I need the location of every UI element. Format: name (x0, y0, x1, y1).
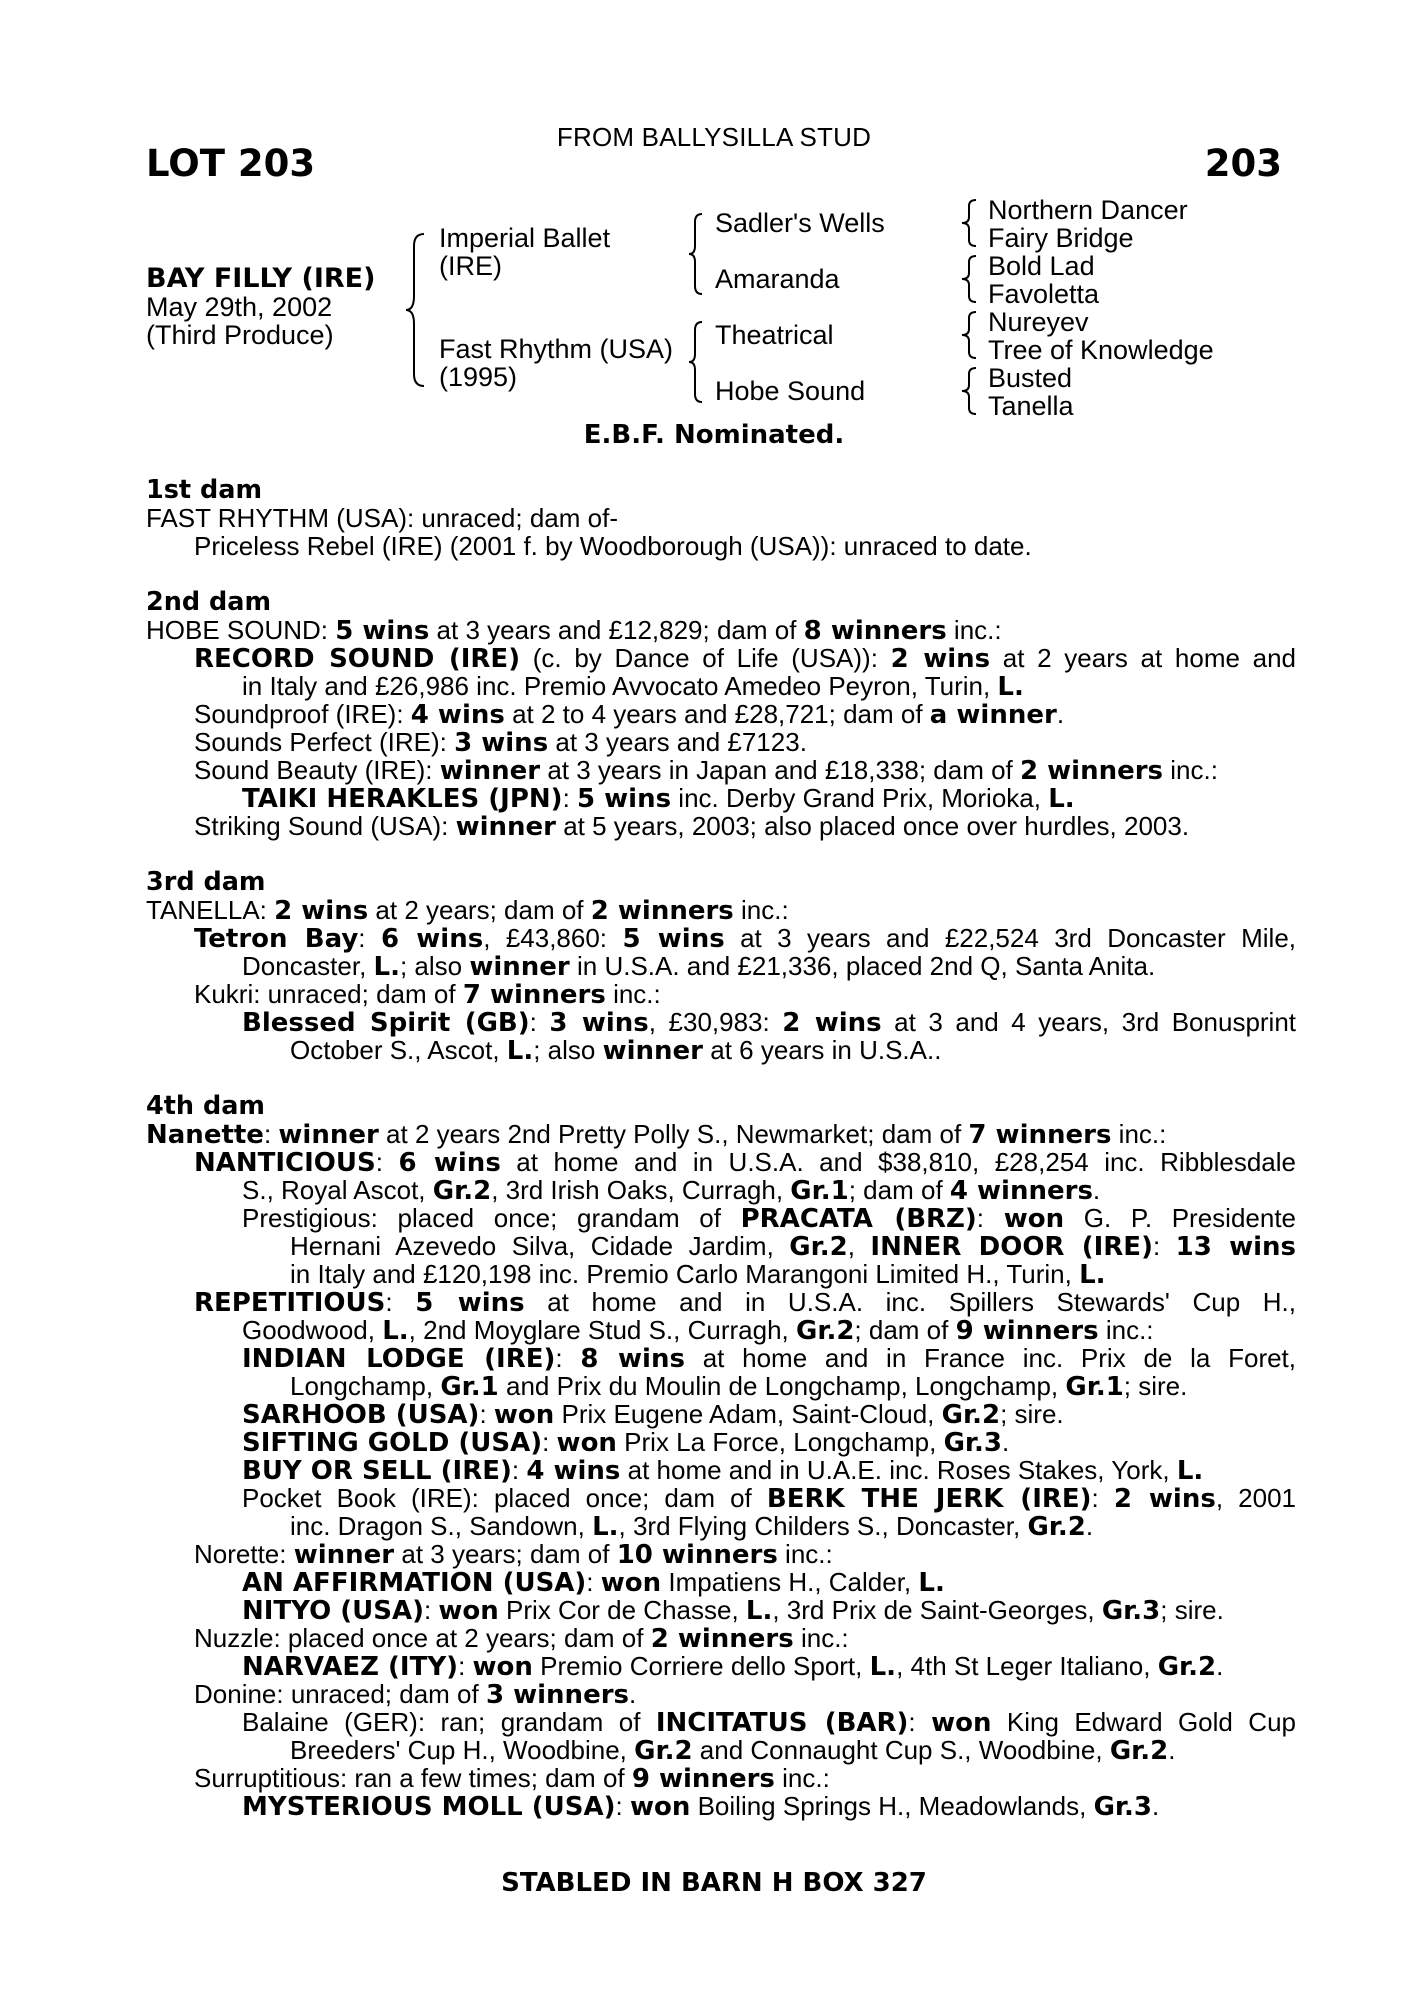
bold-text: Gr.1 (790, 1176, 849, 1206)
pedigree-entry-line (146, 924, 1296, 952)
text: at 3 years in Japan and £18,338; dam of (540, 755, 1020, 785)
bold-text: Gr.2 (1027, 1512, 1086, 1542)
text: . (1085, 1511, 1094, 1541)
text: ; dam of (854, 1315, 956, 1345)
bold-text: winner (469, 952, 570, 982)
gen3-8: Tanella (988, 391, 1074, 421)
bold-text: 3 wins (454, 728, 549, 758)
text: ; also (533, 1035, 603, 1065)
bold-text: Gr.3 (1101, 1596, 1161, 1626)
sire-name: Imperial Ballet (439, 223, 611, 253)
bold-text: 4 wins (526, 1456, 621, 1486)
text: Breeders' Cup H., Woodbine, (290, 1735, 635, 1765)
pedigree-entry-line (146, 1708, 1296, 1736)
bold-text: 3 wins (549, 1008, 649, 1038)
pedigree-entry-line (146, 980, 1296, 1008)
text: at 2 to 4 years and £28,721; dam of (504, 699, 930, 729)
text: : (908, 1707, 932, 1737)
text: : (479, 1399, 494, 1429)
bold-text: 2 winners (650, 1624, 794, 1654)
bold-text: 5 wins (622, 924, 725, 954)
bold-text: winner (293, 1540, 395, 1570)
text: Premio Corriere dello Sport, (532, 1651, 870, 1681)
text: ; sire. (1160, 1595, 1224, 1625)
pedigree-entry-line (146, 532, 1296, 560)
bold-text: Gr.3 (943, 1428, 1002, 1458)
gen3-2: Fairy Bridge (988, 223, 1134, 253)
bold-text: L. (1079, 1260, 1106, 1290)
text: FAST RHYTHM (USA): unraced; dam of- (146, 503, 618, 533)
pedigree-brace-g3-3 (960, 310, 978, 360)
text: inc. Dragon S., Sandown, (290, 1511, 593, 1541)
text: at 3 years and £22,524 3rd Doncaster Mile, (724, 923, 1296, 953)
bold-text: won (472, 1652, 533, 1682)
text: Prestigious: placed once; grandam of (242, 1203, 741, 1233)
bold-text: Gr.3 (1093, 1792, 1152, 1822)
pedigree-entry-line (146, 952, 1296, 980)
text: : (423, 1595, 439, 1625)
pedigree-entry-line (146, 700, 1296, 728)
pedigree-entry-line (146, 1288, 1296, 1316)
bold-text: 4 wins (410, 700, 505, 730)
bold-text: INNER DOOR (IRE) (870, 1232, 1153, 1262)
text: Prix Eugene Adam, Saint-Cloud, (554, 1399, 942, 1429)
pedigree-entry-line (146, 1232, 1296, 1260)
bold-text: SIFTING GOLD (USA) (242, 1428, 543, 1458)
pedigree-entry-line (146, 1764, 1296, 1792)
text: inc.: (793, 1623, 849, 1653)
bold-text: 2 winners (590, 896, 734, 926)
pedigree-entry-line (146, 1176, 1296, 1204)
bold-text: Gr.2 (795, 1316, 855, 1346)
text: : (263, 1119, 279, 1149)
text: at 2 years 2nd Pretty Polly S., Newmarket; dam of (378, 1119, 969, 1149)
text: Boiling Springs H., Meadowlands, (690, 1791, 1094, 1821)
text: inc.: (1111, 1119, 1167, 1149)
text: at 5 years, 2003; also placed once over hurdles, 2003. (555, 811, 1190, 841)
bold-text: 13 wins (1175, 1232, 1297, 1262)
pedigree-brace-dam (688, 320, 704, 404)
bold-text: 7 winners (968, 1120, 1112, 1150)
pedigree-entry-line (146, 1148, 1296, 1176)
text: Hernani Azevedo Silva, Cidade Jardim, (290, 1231, 790, 1261)
text: at home and in U.S.A. and $38,810, £28,254 inc. Ribblesdale (500, 1147, 1297, 1177)
pedigree-entry-line (146, 896, 1296, 924)
text: and Prix du Moulin de Longchamp, Longchamp, (498, 1371, 1066, 1401)
text: inc.: (605, 979, 661, 1009)
text: Pocket Book (IRE): placed once; dam of (242, 1483, 767, 1513)
gen3-6: Tree of Knowledge (988, 335, 1214, 365)
text: , 3rd Flying Childers S., Doncaster, (618, 1511, 1028, 1541)
pedigree-entry-line (146, 1540, 1296, 1568)
bold-text: winner (278, 1120, 379, 1150)
pedigree-brace-g3-4 (960, 366, 978, 416)
text: , 4th St Leger Italiano, (896, 1651, 1158, 1681)
pedigree-entry-line (146, 1260, 1296, 1288)
gen3-5: Nureyev (988, 307, 1089, 337)
text: in U.S.A. and £21,336, placed 2nd Q, Santa Anita. (569, 951, 1156, 981)
bold-text: Nanette (146, 1120, 264, 1150)
text: ; dam of (848, 1175, 950, 1205)
pedigree-entry-line (146, 644, 1296, 672)
bold-text: won (600, 1568, 662, 1598)
bold-text: Gr.1 (1065, 1372, 1124, 1402)
section-heading: 4th dam (146, 1091, 265, 1121)
text: Impatiens H., Calder, (661, 1567, 919, 1597)
pedigree-entry-line (146, 1036, 1296, 1064)
bold-text: 5 wins (577, 784, 672, 814)
text: Longchamp, (290, 1371, 441, 1401)
stabling-info: STABLED IN BARN H BOX 327 (501, 1868, 927, 1898)
lot-label: LOT 203 (146, 142, 316, 185)
text: in Italy and £120,198 inc. Premio Carlo Marangoni Limited H., Turin, (290, 1259, 1080, 1289)
text: , £43,860: (483, 923, 623, 953)
bold-text: 8 wins (580, 1344, 685, 1374)
text: and Connaught Cup S., Woodbine, (692, 1735, 1110, 1765)
bold-text: Blessed Spirit (GB) (242, 1008, 530, 1038)
bold-text: 3 winners (485, 1680, 629, 1710)
text: : (458, 1651, 473, 1681)
bold-text: BUY OR SELL (IRE) (242, 1456, 512, 1486)
bold-text: L. (869, 1652, 897, 1682)
bold-text: L. (997, 672, 1024, 702)
text: at 3 years and £12,829; dam of (429, 615, 804, 645)
bold-text: won (556, 1428, 617, 1458)
bold-text: Gr.2 (1157, 1652, 1217, 1682)
pedigree-entry-line (146, 1008, 1296, 1036)
text: Norette: (194, 1539, 294, 1569)
bold-text: BERK THE JERK (IRE) (766, 1484, 1092, 1514)
pedigree-entry-line (146, 1680, 1296, 1708)
bold-text: L. (373, 952, 400, 982)
pedigree-entry-line (146, 1568, 1296, 1596)
text: : (375, 1147, 399, 1177)
pedigree-entry-line (146, 1792, 1296, 1820)
sire-detail: (IRE) (439, 251, 502, 281)
bold-text: Gr.2 (789, 1232, 848, 1262)
dam (439, 335, 673, 391)
text: October S., Ascot, (290, 1035, 507, 1065)
text: Nuzzle: placed once at 2 years; dam of (194, 1623, 651, 1653)
text: , 3rd Prix de Saint-Georges, (772, 1595, 1102, 1625)
text: Donine: unraced; dam of (194, 1679, 486, 1709)
text: : (586, 1567, 601, 1597)
bold-text: SARHOOB (USA) (242, 1400, 480, 1430)
pedigree-brace-sire (688, 212, 704, 296)
bold-text: RECORD SOUND (IRE) (194, 644, 521, 674)
bold-text: 8 winners (803, 616, 947, 646)
text: inc.: (1098, 1315, 1154, 1345)
text: Balaine (GER): ran; grandam of (242, 1707, 656, 1737)
text: . (1092, 1175, 1101, 1205)
dam-name: Fast Rhythm (USA) (439, 334, 674, 364)
text: (c. by Dance of Life (USA)): (520, 643, 891, 673)
bold-text: won (438, 1596, 499, 1626)
bold-text: won (1003, 1204, 1065, 1234)
text: : (562, 783, 578, 813)
bold-text: TAIKI HERAKLES (JPN) (242, 784, 563, 814)
bold-text: 10 winners (616, 1540, 778, 1570)
bold-text: L. (1048, 784, 1075, 814)
pedigree-entry-line (146, 1652, 1296, 1680)
pedigree-entry-line (146, 756, 1296, 784)
bold-text: L. (506, 1036, 534, 1066)
pedigree-entry-line (146, 504, 1296, 532)
bold-text: 9 winners (955, 1316, 1099, 1346)
text: ; sire. (1000, 1399, 1064, 1429)
bold-text: L. (745, 1596, 773, 1626)
text: : (976, 1203, 1004, 1233)
text: , £30,983: (648, 1007, 783, 1037)
bold-text: 9 winners (631, 1764, 775, 1794)
text: at 3 and 4 years, 3rd Bonusprint (881, 1007, 1297, 1037)
bold-text: 2 winners (1020, 756, 1164, 786)
section-heading: 2nd dam (146, 587, 272, 617)
sire (439, 224, 610, 280)
bold-text: NARVAEZ (ITY) (242, 1652, 459, 1682)
text: . (1056, 699, 1065, 729)
bold-text: AN AFFIRMATION (USA) (242, 1568, 587, 1598)
text: inc.: (946, 615, 1002, 645)
bold-text: winner (455, 812, 556, 842)
horse-details (146, 265, 375, 349)
text: S., Royal Ascot, (242, 1175, 433, 1205)
bold-text: Gr.2 (1109, 1736, 1169, 1766)
bold-text: winner (602, 1036, 704, 1066)
text: TANELLA: (146, 895, 275, 925)
section-1st-dam (146, 476, 1296, 560)
bold-text: L. (1176, 1456, 1204, 1486)
bold-text: L. (382, 1316, 409, 1346)
text: Sound Beauty (IRE): (194, 755, 440, 785)
gen3-3: Bold Lad (988, 251, 1095, 281)
text: inc.: (733, 895, 789, 925)
bold-text: 6 wins (398, 1148, 501, 1178)
bold-text: 2 wins (782, 1008, 882, 1038)
pedigree-brace-g3-1 (960, 198, 978, 248)
bold-text: 7 winners (462, 980, 606, 1010)
text: . (1168, 1735, 1176, 1765)
text: Priceless Rebel (IRE) (2001 f. by Woodborough (USA)): unraced to date. (194, 531, 1032, 561)
pedigree-entry-line (146, 1596, 1296, 1624)
text: at home and in U.S.A. inc. Spillers Stewards' Cup H., (524, 1287, 1297, 1317)
horse-foaled: May 29th, 2002 (146, 292, 333, 322)
text: at 2 years; dam of (368, 895, 591, 925)
bold-text: Gr.2 (941, 1400, 1001, 1430)
bold-text: a winner (929, 700, 1057, 730)
text: inc.: (774, 1763, 830, 1793)
text: in Italy and £26,986 inc. Premio Avvocato Amedeo Peyron, Turin, (242, 671, 998, 701)
consignor: FROM BALLYSILLA STUD (556, 122, 872, 152)
dam-detail: (1995) (439, 362, 518, 392)
bold-text: L. (592, 1512, 619, 1542)
gen3-4: Favoletta (988, 279, 1100, 309)
bold-text: 4 winners (949, 1176, 1093, 1206)
gen3-1: Northern Dancer (988, 195, 1188, 225)
text: : (615, 1791, 630, 1821)
text: Striking Sound (USA): (194, 811, 456, 841)
text: at 2 years at home and (990, 643, 1296, 673)
text: : (511, 1455, 527, 1485)
text: Prix La Force, Longchamp, (616, 1427, 944, 1457)
bold-text: INCITATUS (BAR) (655, 1708, 909, 1738)
text: Goodwood, (242, 1315, 383, 1345)
text: : (1091, 1483, 1114, 1513)
text: : (385, 1287, 416, 1317)
pedigree-entry-line (146, 1456, 1296, 1484)
bold-text: 2 wins (274, 896, 369, 926)
text: at 6 years in U.S.A.. (703, 1035, 942, 1065)
text: Surruptitious: ran a few times; dam of (194, 1763, 632, 1793)
pedigree-entry-line (146, 1120, 1296, 1148)
pedigree-entry-line (146, 1428, 1296, 1456)
text: Prix Cor de Chasse, (498, 1595, 746, 1625)
ebf-nomination-text: E.B.F. Nominated. (583, 420, 845, 450)
bold-text: winner (439, 756, 541, 786)
dam-dam: Hobe Sound (715, 376, 866, 406)
text: at 3 years; dam of (394, 1539, 617, 1569)
sire-dam: Amaranda (715, 264, 840, 294)
pedigree-entry-line (146, 784, 1296, 812)
ebf-nomination (0, 420, 1428, 450)
dam-sire: Theatrical (715, 320, 834, 350)
pedigree-entry-line (146, 1372, 1296, 1400)
text: . (629, 1679, 637, 1709)
bold-text: 6 wins (380, 924, 484, 954)
text: at home and in U.A.E. inc. Roses Stakes, York, (620, 1455, 1177, 1485)
pedigree-entry-line (146, 672, 1296, 700)
text: , 2nd Moyglare Stud S., Curragh, (408, 1315, 796, 1345)
bold-text: MYSTERIOUS MOLL (USA) (242, 1792, 616, 1822)
text: at home and in France inc. Prix de la Foret, (684, 1343, 1297, 1373)
text: , 3rd Irish Oaks, Curragh, (491, 1175, 791, 1205)
bold-text: 2 wins (890, 644, 991, 674)
bold-text: won (493, 1400, 555, 1430)
text: inc.: (777, 1539, 833, 1569)
bold-text: Gr.2 (432, 1176, 492, 1206)
pedigree-entry-line (146, 728, 1296, 756)
pedigree-entry-line (146, 1484, 1296, 1512)
text: : (1152, 1231, 1176, 1261)
text: , (847, 1231, 871, 1261)
gen3-7: Busted (988, 363, 1073, 393)
text: : (555, 1343, 581, 1373)
bold-text: REPETITIOUS (194, 1288, 386, 1318)
bold-text: L. (918, 1568, 945, 1598)
bold-text: NANTICIOUS (194, 1148, 376, 1178)
bold-text: NITYO (USA) (242, 1596, 424, 1626)
section-4th-dam (146, 1092, 1296, 1820)
text: . (1216, 1651, 1224, 1681)
pedigree-entry-line (146, 616, 1296, 644)
bold-text: PRACATA (BRZ) (740, 1204, 977, 1234)
text: Sounds Perfect (IRE): (194, 727, 455, 757)
lot-number: 203 (1204, 142, 1282, 185)
text: inc.: (1163, 755, 1218, 785)
text: ; also (399, 951, 470, 981)
section-heading: 3rd dam (146, 867, 266, 897)
pedigree-entry-line (146, 1400, 1296, 1428)
pedigree-entry-line (146, 1512, 1296, 1540)
bold-text: Tetron Bay (194, 924, 359, 954)
pedigree-brace-main (404, 232, 428, 388)
horse-produce: (Third Produce) (146, 320, 334, 350)
text: inc. Derby Grand Prix, Morioka, (671, 783, 1049, 813)
text: : (529, 1007, 550, 1037)
text: : (542, 1427, 557, 1457)
pedigree-entry-line (146, 1624, 1296, 1652)
text: , 2001 (1215, 1483, 1297, 1513)
section-heading: 1st dam (146, 475, 263, 505)
text: . (1152, 1791, 1160, 1821)
sire-sire: Sadler's Wells (715, 208, 885, 238)
pedigree-entry-line (146, 1344, 1296, 1372)
text: Doncaster, (242, 951, 374, 981)
bold-text: won (629, 1792, 691, 1822)
text: Soundproof (IRE): (194, 699, 411, 729)
text: at 3 years and £7123. (548, 727, 807, 757)
pedigree-entry-line (146, 1736, 1296, 1764)
text: G. P. Presidente (1064, 1203, 1297, 1233)
pedigree-brace-g3-2 (960, 254, 978, 304)
bold-text: Gr.2 (634, 1736, 693, 1766)
bold-text: 5 wins (335, 616, 430, 646)
section-3rd-dam (146, 868, 1296, 1064)
bold-text: 2 wins (1113, 1484, 1216, 1514)
text: King Edward Gold Cup (991, 1707, 1296, 1737)
bold-text: INDIAN LODGE (IRE) (242, 1344, 556, 1374)
pedigree-entry-line (146, 1316, 1296, 1344)
text: ; sire. (1123, 1371, 1188, 1401)
horse-title: BAY FILLY (IRE) (146, 263, 376, 294)
text: : (358, 923, 381, 953)
pedigree-entry-line (146, 1204, 1296, 1232)
text: HOBE SOUND: (146, 615, 336, 645)
text: . (1002, 1427, 1010, 1457)
pedigree-entry-line (146, 812, 1296, 840)
bold-text: 5 wins (415, 1288, 525, 1318)
text: Kukri: unraced; dam of (194, 979, 463, 1009)
section-2nd-dam (146, 588, 1296, 840)
bold-text: Gr.1 (440, 1372, 499, 1402)
bold-text: won (931, 1708, 992, 1738)
